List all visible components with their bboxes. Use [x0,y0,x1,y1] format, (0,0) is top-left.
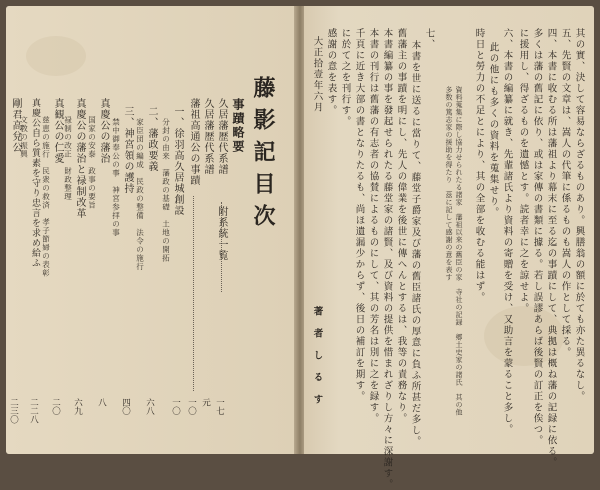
toc-entry-label: 真慶公の藩治と禄制改革 [74,98,85,219]
toc-entry-page: 元 [200,398,211,407]
toc-entry-page: 一〇 [186,398,197,415]
preface-line: 多くは藩の舊記に依り、或は家傳の書類に據る。若し誤謬あらば後賢の訂正を俟つ。 [531,28,543,446]
preface-line: に援用し、得ざるものを遺憾とす。読者幸に之を諒せよ。 [517,28,529,314]
toc-title: 藤影記目次 [250,76,276,236]
preface-line: 千頁に近き大部の書となりたるも、尚ほ遺漏少からず、後日の補訂を期す。 [353,28,365,402]
toc-entry-label: 三、神宮領の護持 [122,106,133,194]
preface-note-block: 資料蒐集に際し協力せられたる諸家 藩祖以来の舊臣の家 寺社の記録 郷土史家の諸氏 其の他多数の篤志家の援助を得たり 茲に記して感謝の意を表す [445,86,463,416]
toc-entry-sub: 文教の振興 [19,116,29,159]
toc-entry-page: 六九 [72,398,83,415]
toc-entry-page: 八 [96,398,107,407]
preface-line: 時日と勞力の不足とにより、其の全部を收むる能はず。 [473,28,485,303]
preface-page [304,6,594,490]
toc-entry-sub: 慈恵の施行 民衆の救済 孝子節婦の表彰 [41,116,51,278]
toc-entry-label: 剛君高兌公 [10,98,21,153]
preface-line: 本書を世に送るに當りて、藤堂子爵家及び藩の舊臣諸氏の厚意に負ふ所甚だ多し。 [409,40,421,447]
preface-line: 感謝の意を表す。 [325,28,337,116]
toc-entry-label: 久居藩歴代系譜 [202,98,213,175]
toc-entry-label: 藩祖高通公の事蹟 [188,98,199,186]
toc-section-heading: 事蹟略要 [231,98,245,154]
toc-entry-sub: 分封の由来 藩政の基礎 土地の開拓 [161,118,171,263]
toc-entry-page: 六八 [144,398,155,415]
toc-entry-sub: 国家の安泰 政事の要旨 [87,116,97,210]
toc-entry-label: 久居藩歴代系譜 [216,98,227,175]
toc-entry-label: 真慶公自ら質素を守り忠言を求め給ふ [30,98,40,268]
preface-section-number: 七、 [423,28,435,50]
toc-page [6,6,296,454]
toc-entry-note: 附系統一覧 [216,206,227,261]
toc-entry-sub: 家臣団の編成 民政の整備 法令の施行 [135,118,145,271]
preface-line: 本書の刊行は舊藩の有志者の協賛によるものにして、其の芳名は別に之を録す。 [367,28,379,424]
toc-entry-sub: 禁中御奉公の事 神宮参拝の事 [111,118,121,237]
toc-entry-page: 二三〇 [8,398,19,424]
preface-line: 四、本書に收むる所は藩祖より幕末に至る迄の事蹟にして、典拠は概ね藩の記録に依る。 [545,28,557,468]
preface-line: 舊藩主の事蹟を明にし、先人の偉業を後世に傳へんとするは、我等の責務なり。 [395,28,407,424]
paper-stain [26,36,86,76]
toc-leader-dots [193,196,194,391]
toc-entry-label: 一、徐羽高久居城創設 [172,106,183,216]
preface-line: 五、先賢の文章は、嵩人の代筆に係るものも嵩人の作として採る。 [559,28,571,358]
toc-entry-label: 真慶公の藩治 [98,98,109,164]
preface-line: 其の實、決して容易ならざるものあり。興膳翁の額に於ても亦た異るなし。 [573,28,585,402]
toc-entry-label: 二、藩政要義 [146,106,157,172]
preface-line: 此の他にも多くの資料を蒐集せり。 [487,42,499,218]
preface-signature: 著 者 し る す [311,306,323,405]
toc-entry-page: 二二八 [28,398,39,424]
toc-entry-sub: 禄制の改正 財政整理 [63,116,73,201]
preface-line: 本書編纂の事を發起せられたる藤堂家の諸賢、及び資料の提供を惜まれざりし方々に深謝す。 [381,28,393,490]
toc-entry-page: 一〇 [170,398,181,415]
book-spread [6,6,594,490]
preface-date: 大正拾壹年六月 [311,36,323,113]
toc-entry-page: 二〇 [50,398,61,415]
toc-entry-label: 真観公の仁愛 [52,98,63,164]
toc-entry-page: 一七 [214,398,225,415]
preface-line: 六、本書の編纂に就き、先輩諸氏より資料の寄贈を受け、又助言を蒙ること多し。 [501,28,513,435]
toc-entry-page: 四〇 [120,398,131,415]
preface-line: に於て之を刊行す。 [339,28,351,127]
